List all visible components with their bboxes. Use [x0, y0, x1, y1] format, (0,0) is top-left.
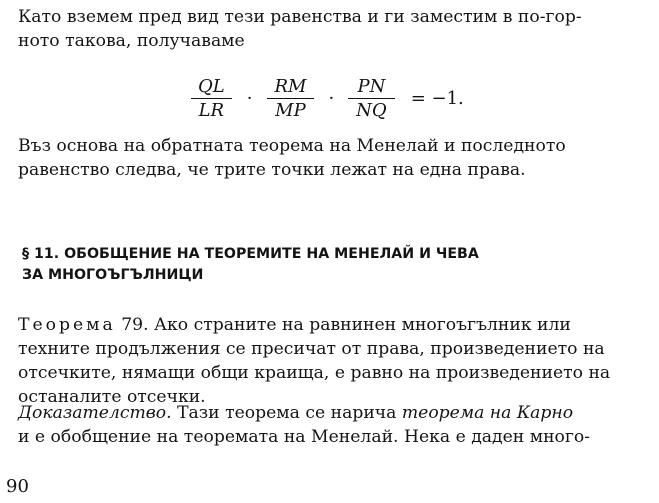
- section-heading: [22, 244, 642, 286]
- page-number: 90: [6, 476, 29, 497]
- text-line: равенство следва, че трите точки лежат на една права.: [18, 160, 526, 180]
- numerator: QL: [198, 75, 225, 97]
- carnot-theorem-term: теорема на Карно: [401, 403, 574, 423]
- text-line: ното такова, получаваме: [18, 31, 245, 51]
- text-line: [18, 401, 650, 425]
- proof-text: Тази теорема се нарича: [171, 403, 402, 423]
- heading-line: ЗА МНОГОЪГЪЛНИЦИ: [22, 267, 204, 283]
- fraction-ql-lr: [190, 76, 233, 121]
- numerator: RM: [274, 75, 307, 97]
- proof-label: Доказателство.: [18, 403, 172, 423]
- fraction-pn-nq: [348, 76, 395, 121]
- text-line: Като вземем пред вид тези равенства и ги заместим в по-гор-: [18, 7, 582, 27]
- fraction-rm-mp: [266, 76, 314, 121]
- text-line: Въз основа на обратната теорема на Менелай и последното: [18, 136, 566, 156]
- text-line: останалите отсечки.: [18, 387, 206, 407]
- paragraph-conclusion: [18, 134, 650, 182]
- numerator: PN: [357, 75, 386, 97]
- menelaus-formula: [190, 70, 464, 126]
- text-line: и е обобщение на теоремата на Менелай. Нека е даден много-: [18, 427, 591, 447]
- text-line: [18, 313, 650, 337]
- formula-rhs: = −1.: [410, 87, 464, 109]
- multiply-dot: ·: [328, 87, 335, 109]
- theorem-paragraph: [18, 313, 650, 409]
- heading-line: § 11. ОБОБЩЕНИЕ НА ТЕОРЕМИТЕ НА МЕНЕЛАЙ И ЧЕВА: [22, 246, 479, 262]
- denominator: NQ: [348, 98, 395, 121]
- proof-paragraph: [18, 401, 650, 449]
- text-line: техните продължения се пресичат от права, произведението на: [18, 339, 605, 359]
- theorem-text: 79. Ако страните на равнинен многоъгълник или: [115, 315, 571, 335]
- denominator: LR: [191, 98, 233, 121]
- multiply-dot: ·: [246, 87, 253, 109]
- paragraph-intro: [18, 5, 650, 53]
- theorem-label: Теорема: [18, 315, 116, 335]
- denominator: MP: [267, 98, 314, 121]
- text-line: отсечките, нямащи общи краища, е равно на произведението на: [18, 363, 611, 383]
